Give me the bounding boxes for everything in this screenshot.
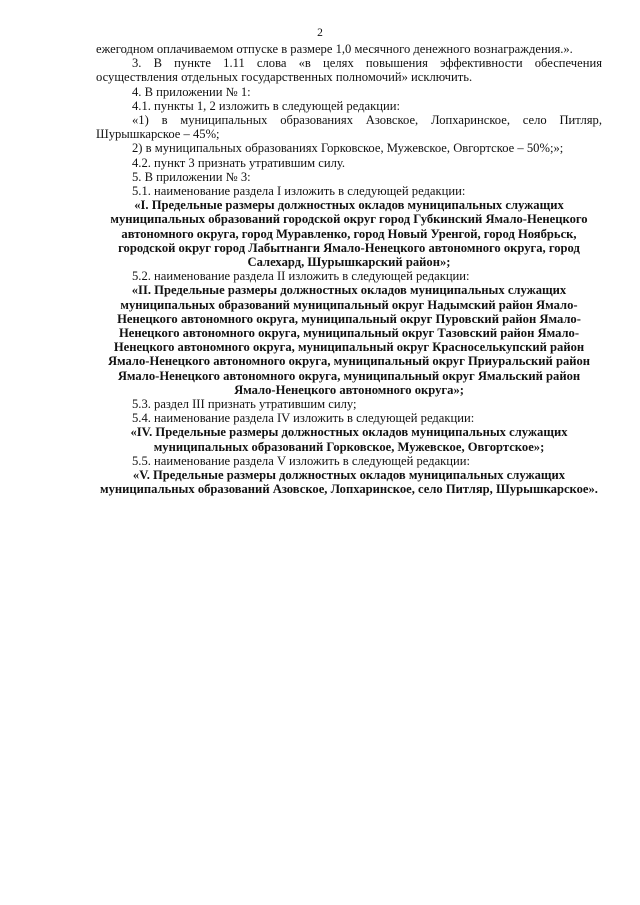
section-heading-1: «I. Предельные размеры должностных окладов муниципальных служащих муниципальных образований городской округ город Губкинский Ямало-Ненецкого автономного округа, город Муравленко, город Новый Уренгой, город Ноябрьск, городской округ город Лабытнанги Ямало-Ненецкого автономного округа, город Салехард, Шурышкарский район»;: [110, 198, 588, 270]
section-heading-5: «V. Предельные размеры должностных окладов муниципальных служащих муниципальных образований Азовское, Лопхаринское, село Питляр, Шурышкарское».: [100, 468, 598, 497]
paragraph-subitem-1: «1) в муниципальных образованиях Азовское, Лопхаринское, село Питляр, Шурышкарское – 45%;: [96, 113, 602, 142]
paragraph-item-5-2: 5.2. наименование раздела II изложить в следующей редакции:: [132, 269, 470, 284]
paragraph-subitem-2: 2) в муниципальных образованиях Горковское, Мужевское, Овгортское – 50%;»;: [132, 141, 564, 156]
paragraph-item-3: 3. В пункте 1.11 слова «в целях повышения эффективности обеспечения осуществления отдельных государственных полномочий» исключить.: [96, 56, 602, 85]
paragraph-item-5-3: 5.3. раздел III признать утратившим силу;: [132, 397, 357, 412]
section-heading-4: «IV. Предельные размеры должностных окладов муниципальных служащих муниципальных образований Горковское, Мужевское, Овгортское»;: [130, 425, 568, 454]
paragraph-item-4-2: 4.2. пункт 3 признать утратившим силу.: [132, 155, 346, 170]
section-heading-2: «II. Предельные размеры должностных окладов муниципальных служащих муниципальных образований муниципальный округ Надымский район Ямало-Ненецкого автономного округа, муниципальный округ Пуровский район Ямало-Ненецкого автономного округа, муниципальный округ Тазовский район Ямало-Ненецкого автономного округа, муниципальный округ Красноселькупский район Ямало-Ненецкого автономного округа, муниципальный округ Приуральский район Ямало-Ненецкого автономного округа, муниципальный округ Ямальский район Ямало-Ненецкого автономного округа»;: [107, 283, 591, 397]
document-body: [96, 42, 602, 497]
paragraph-item-5-4: 5.4. наименование раздела IV изложить в следующей редакции:: [132, 411, 475, 426]
paragraph-item-4-1: 4.1. пункты 1, 2 изложить в следующей редакции:: [132, 98, 400, 113]
paragraph-item-5-5: 5.5. наименование раздела V изложить в следующей редакции:: [132, 453, 471, 468]
paragraph-continuation: ежегодном оплачиваемом отпуске в размере 1,0 месячного денежного вознаграждения.».: [96, 42, 573, 56]
page-number: 2: [317, 27, 323, 39]
paragraph-item-4: 4. В приложении № 1:: [132, 84, 251, 99]
paragraph-item-5: 5. В приложении № 3:: [132, 169, 251, 184]
paragraph-item-5-1: 5.1. наименование раздела I изложить в следующей редакции:: [132, 184, 466, 199]
